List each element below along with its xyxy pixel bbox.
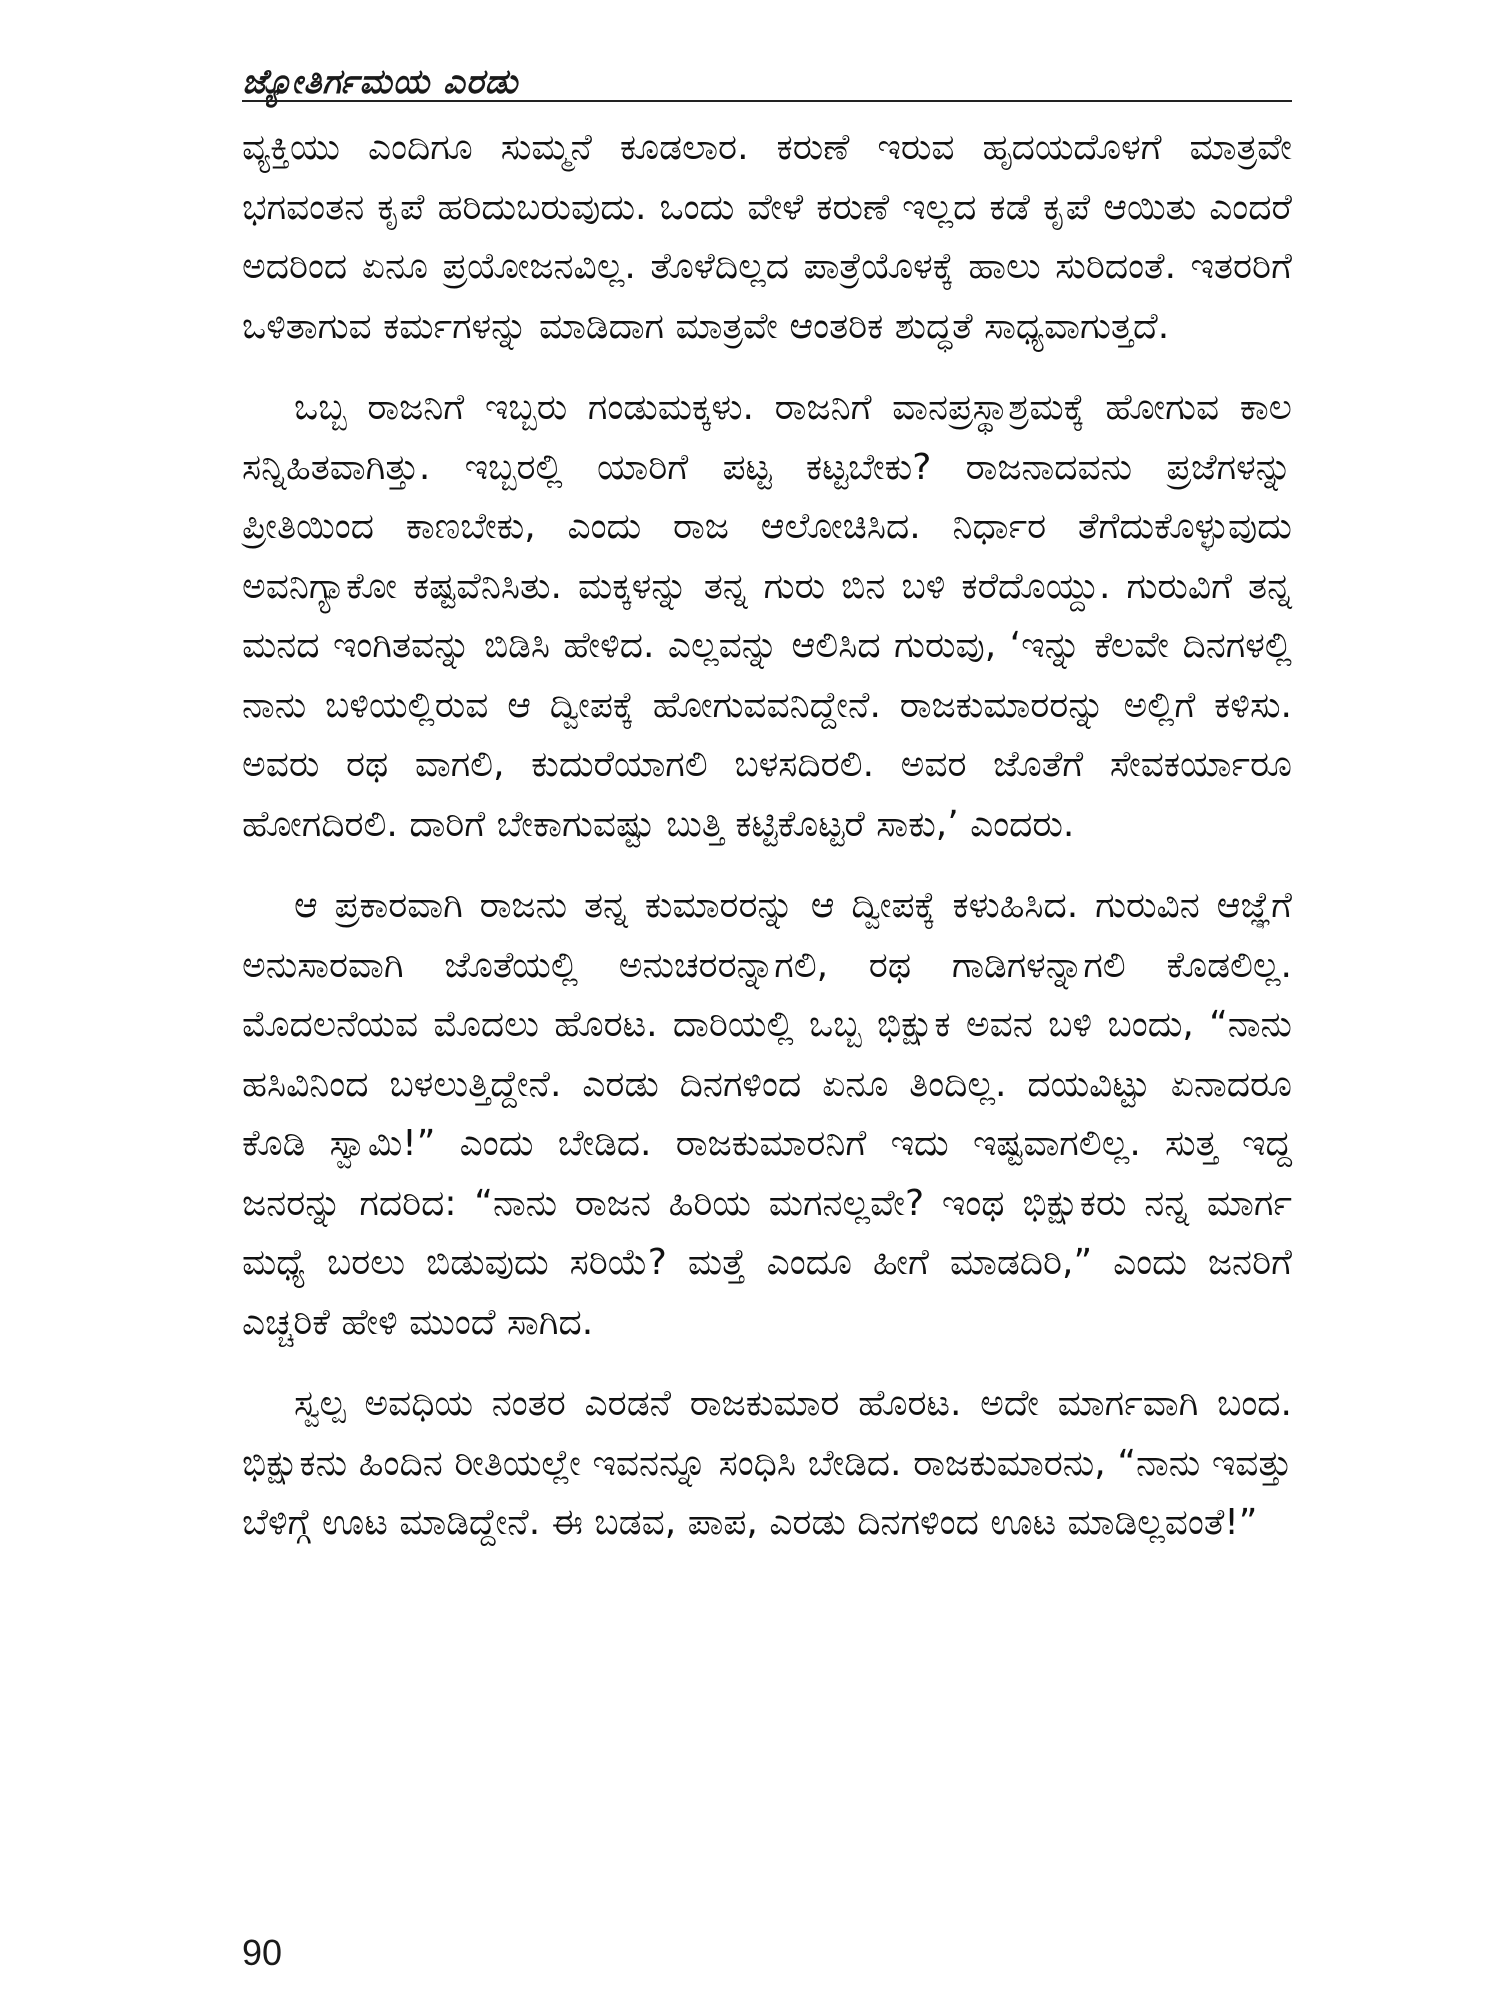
running-title: ಜ್ಯೋತಿರ್ಗಮಯ ಎರಡು (242, 62, 519, 102)
page-number: 90 (242, 1932, 283, 1973)
paragraph-2: ಒಬ್ಬ ರಾಜನಿಗೆ ಇಬ್ಬರು ಗಂಡುಮಕ್ಕಳು. ರಾಜನಿಗೆ ವಾನಪ್ರಸ್ಥಾಶ್ರಮಕ್ಕೆ ಹೋಗುವ ಕಾಲ ಸನ್ನಿಹಿತವಾಗಿತ್ತು. ಇಬ್ಬರಲ್ಲಿ ಯಾರಿಗೆ ಪಟ್ಟ ಕಟ್ಟಬೇಕು? ರಾಜನಾದವನು ಪ್ರಜೆಗಳನ್ನು ಪ್ರೀತಿಯಿಂದ ಕಾಣಬೇಕು, ಎಂದು ರಾಜ ಆಲೋಚಿಸಿದ. ನಿರ್ಧಾರ ತೆಗೆದುಕೊಳ್ಳುವುದು ಅವನಿಗ್ಯಾಕೋ ಕಷ್ಟವೆನಿಸಿತು. ಮಕ್ಕಳನ್ನು ತನ್ನ ಗುರು ಬಿನ ಬಳಿ ಕರೆದೊಯ್ದು. ಗುರುವಿಗೆ ತನ್ನ ಮನದ ಇಂಗಿತವನ್ನು ಬಿಡಿಸಿ ಹೇಳಿದ. ಎಲ್ಲವನ್ನು ಆಲಿಸಿದ ಗುರುವು, ‘ಇನ್ನು ಕೆಲವೇ ದಿನಗಳಲ್ಲಿ ನಾನು ಬಳಿಯಲ್ಲಿರುವ ಆ ದ್ವೀಪಕ್ಕೆ ಹೋಗುವವನಿದ್ದೇನೆ. ರಾಜಕುಮಾರರನ್ನು ಅಲ್ಲಿಗೆ ಕಳಿಸು. ಅವರು ರಥ ವಾಗಲಿ, ಕುದುರೆಯಾಗಲಿ ಬಳಸದಿರಲಿ. ಅವರ ಜೊತೆಗೆ ಸೇವಕರ್ಯಾರೂ ಹೋಗದಿರಲಿ. ದಾರಿಗೆ ಬೇಕಾಗುವಷ್ಟು ಬುತ್ತಿ ಕಟ್ಟಿಕೊಟ್ಟರೆ ಸಾಕು,’ ಎಂದರು. (242, 387, 1292, 845)
paragraph-1: ವ್ಯಕ್ತಿಯು ಎಂದಿಗೂ ಸುಮ್ಮನೆ ಕೂಡಲಾರ. ಕರುಣೆ ಇರುವ ಹೃದಯದೊಳಗೆ ಮಾತ್ರವೇ ಭಗವಂತನ ಕೃಪೆ ಹರಿದುಬರುವುದು. ಒಂದು ವೇಳೆ ಕರುಣೆ ಇಲ್ಲದ ಕಡೆ ಕೃಪೆ ಆಯಿತು ಎಂದರೆ ಅದರಿಂದ ಏನೂ ಪ್ರಯೋಜನವಿಲ್ಲ. ತೊಳೆದಿಲ್ಲದ ಪಾತ್ರೆಯೊಳಕ್ಕೆ ಹಾಲು ಸುರಿದಂತೆ. ಇತರರಿಗೆ ಒಳಿತಾಗುವ ಕರ್ಮಗಳನ್ನು ಮಾಡಿದಾಗ ಮಾತ್ರವೇ ಆಂತರಿಕ ಶುದ್ಧತೆ ಸಾಧ್ಯವಾಗುತ್ತದೆ. (242, 127, 1292, 347)
paragraph-4: ಸ್ವಲ್ಪ ಅವಧಿಯ ನಂತರ ಎರಡನೆ ರಾಜಕುಮಾರ ಹೊರಟ. ಅದೇ ಮಾರ್ಗವಾಗಿ ಬಂದ. ಭಿಕ್ಷುಕನು ಹಿಂದಿನ ರೀತಿಯಲ್ಲೇ ಇವನನ್ನೂ ಸಂಧಿಸಿ ಬೇಡಿದ. ರಾಜಕುಮಾರನು, “ನಾನು ಇವತ್ತು ಬೆಳಿಗ್ಗೆ ಊಟ ಮಾಡಿದ್ದೇನೆ. ಈ ಬಡವ, ಪಾಪ, ಎರಡು ದಿನಗಳಿಂದ ಊಟ ಮಾಡಿಲ್ಲವಂತೆ!” (242, 1383, 1292, 1543)
body-text (242, 118, 1292, 1553)
header-rule (242, 100, 1292, 102)
paragraph-3: ಆ ಪ್ರಕಾರವಾಗಿ ರಾಜನು ತನ್ನ ಕುಮಾರರನ್ನು ಆ ದ್ವೀಪಕ್ಕೆ ಕಳುಹಿಸಿದ. ಗುರುವಿನ ಆಜ್ಞೆಗೆ ಅನುಸಾರವಾಗಿ ಜೊತೆಯಲ್ಲಿ ಅನುಚರರನ್ನಾಗಲಿ, ರಥ ಗಾಡಿಗಳನ್ನಾಗಲಿ ಕೊಡಲಿಲ್ಲ. ಮೊದಲನೆಯವ ಮೊದಲು ಹೊರಟ. ದಾರಿಯಲ್ಲಿ ಒಬ್ಬ ಭಿಕ್ಷುಕ ಅವನ ಬಳಿ ಬಂದು, “ನಾನು ಹಸಿವಿನಿಂದ ಬಳಲುತ್ತಿದ್ದೇನೆ. ಎರಡು ದಿನಗಳಿಂದ ಏನೂ ತಿಂದಿಲ್ಲ. ದಯವಿಟ್ಟು ಏನಾದರೂ ಕೊಡಿ ಸ್ವಾಮಿ!” ಎಂದು ಬೇಡಿದ. ರಾಜಕುಮಾರನಿಗೆ ಇದು ಇಷ್ಟವಾಗಲಿಲ್ಲ. ಸುತ್ತ ಇದ್ದ ಜನರನ್ನು ಗದರಿದ: “ನಾನು ರಾಜನ ಹಿರಿಯ ಮಗನಲ್ಲವೇ? ಇಂಥ ಭಿಕ್ಷುಕರು ನನ್ನ ಮಾರ್ಗ ಮಧ್ಯೆ ಬರಲು ಬಿಡುವುದು ಸರಿಯೆ? ಮತ್ತೆ ಎಂದೂ ಹೀಗೆ ಮಾಡದಿರಿ,” ಎಂದು ಜನರಿಗೆ ಎಚ್ಚರಿಕೆ ಹೇಳಿ ಮುಂದೆ ಸಾಗಿದ. (242, 885, 1292, 1343)
